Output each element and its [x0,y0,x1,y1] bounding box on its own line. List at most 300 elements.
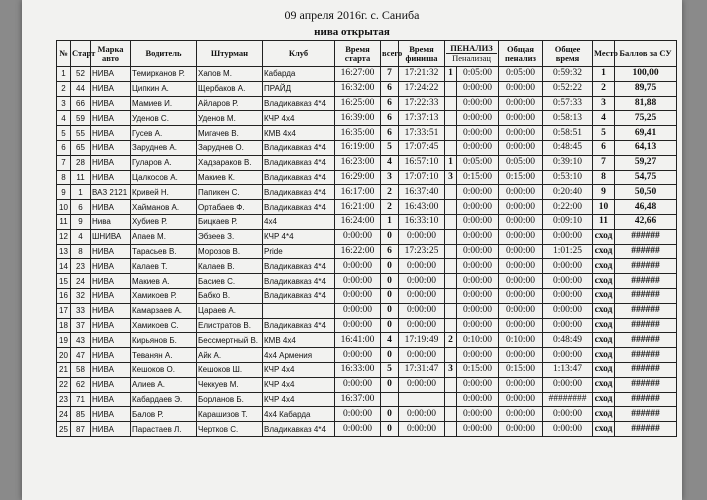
results-body [57,67,677,437]
cell-tot: 0:48:49 [543,333,593,348]
cell-tot: 0:48:45 [543,140,593,155]
cell-pts: ###### [615,392,677,407]
cell-tf: 17:23:25 [399,244,445,259]
cell-pts: 69,41 [615,126,677,141]
cell-tf: 0:00:00 [399,407,445,422]
results-table [56,40,677,437]
cell-ts: 16:21:00 [335,200,381,215]
cell-p2: 0:00:00 [457,244,499,259]
cell-car: НИВА [91,377,131,392]
cell-pl: 10 [593,200,615,215]
cell-pen: 0:00:00 [499,422,543,437]
cell-ts: 0:00:00 [335,288,381,303]
cell-ts: 0:00:00 [335,407,381,422]
cell-v: 0 [381,318,399,333]
cell-club: 4x4 Кабарда [263,407,335,422]
col-total-penalty: Общая пенализ [499,41,543,67]
cell-p2: 0:00:00 [457,140,499,155]
cell-p2: 0:00:00 [457,259,499,274]
cell-n: 14 [57,259,71,274]
col-car: Марка авто [91,41,131,67]
cell-v: 0 [381,422,399,437]
cell-tot: 1:13:47 [543,362,593,377]
cell-ts: 16:35:00 [335,126,381,141]
table-row [57,259,677,274]
cell-n: 24 [57,407,71,422]
cell-pts: ###### [615,259,677,274]
cell-p1 [445,229,457,244]
cell-ts: 16:32:00 [335,81,381,96]
cell-nav: Басиев С. [197,274,263,289]
cell-st: 44 [71,81,91,96]
col-driver: Водитель [131,41,197,67]
cell-ts: 0:00:00 [335,422,381,437]
cell-club: КЧР 4x4 [263,392,335,407]
cell-nav: Бицкаев Р. [197,214,263,229]
cell-drv: Хамикоев С. [131,318,197,333]
cell-pts: 81,88 [615,96,677,111]
cell-p1 [445,303,457,318]
cell-tf: 17:19:49 [399,333,445,348]
cell-tf: 0:00:00 [399,274,445,289]
cell-v: 6 [381,111,399,126]
cell-pen: 0:00:00 [499,81,543,96]
cell-pts: 50,50 [615,185,677,200]
cell-tf: 17:31:47 [399,362,445,377]
cell-pen: 0:00:00 [499,229,543,244]
cell-v: 0 [381,377,399,392]
cell-pts: ###### [615,362,677,377]
cell-nav: Заруднев О. [197,140,263,155]
cell-pen: 0:00:00 [499,274,543,289]
cell-tf: 0:00:00 [399,303,445,318]
col-points: Баллов за СУ [615,41,677,67]
cell-pl: сход [593,244,615,259]
class-title: нива открытая [314,26,390,38]
cell-club [263,303,335,318]
cell-club: 4x4 [263,214,335,229]
cell-v: 7 [381,67,399,82]
cell-p2: 0:10:00 [457,333,499,348]
table-row [57,274,677,289]
cell-tot: 0:20:40 [543,185,593,200]
table-row [57,96,677,111]
cell-pts: 59,27 [615,155,677,170]
cell-pl: сход [593,362,615,377]
cell-ts: 16:33:00 [335,362,381,377]
cell-car: НИВА [91,170,131,185]
cell-pts: ###### [615,407,677,422]
cell-club: Владикавказ 4*4 [263,288,335,303]
cell-p1: 1 [445,67,457,82]
cell-nav: Кешоков Ш. [197,362,263,377]
cell-pts: ###### [615,244,677,259]
cell-club: Владикавказ 4*4 [263,140,335,155]
cell-car: НИВА [91,96,131,111]
cell-pts: ###### [615,318,677,333]
cell-tot: 0:00:00 [543,377,593,392]
cell-v: 0 [381,288,399,303]
cell-pl: 8 [593,170,615,185]
cell-p2: 0:00:00 [457,81,499,96]
cell-v: 0 [381,259,399,274]
col-total-time: Общее время [543,41,593,67]
col-start-time: Время старта [335,41,381,67]
cell-v: 4 [381,333,399,348]
cell-pts: 64,13 [615,140,677,155]
cell-pen: 0:00:00 [499,126,543,141]
cell-ts: 16:19:00 [335,140,381,155]
cell-drv: Гусев А. [131,126,197,141]
cell-club: КЧР 4x4 [263,362,335,377]
cell-pen: 0:00:00 [499,96,543,111]
cell-club: КМВ 4x4 [263,126,335,141]
cell-drv: Хамикоев Р. [131,288,197,303]
cell-p2: 0:00:00 [457,96,499,111]
cell-st: 65 [71,140,91,155]
cell-tf: 17:07:45 [399,140,445,155]
cell-ts: 0:00:00 [335,259,381,274]
cell-car: Нива [91,214,131,229]
cell-p1 [445,288,457,303]
cell-p2: 0:00:00 [457,303,499,318]
cell-nav: Борланов Б. [197,392,263,407]
cell-nav: Бабко В. [197,288,263,303]
cell-drv: Хайманов А. [131,200,197,215]
cell-tot: 0:57:33 [543,96,593,111]
cell-drv: Апаев М. [131,229,197,244]
table-row [57,288,677,303]
cell-nav: Калаев В. [197,259,263,274]
cell-car: НИВА [91,244,131,259]
cell-st: 87 [71,422,91,437]
cell-v: 0 [381,229,399,244]
cell-tot: 0:53:10 [543,170,593,185]
cell-tot: 0:22:00 [543,200,593,215]
cell-club: ПРАЙД [263,81,335,96]
cell-ts: 16:22:00 [335,244,381,259]
cell-pen: 0:15:00 [499,170,543,185]
cell-ts: 16:17:00 [335,185,381,200]
cell-v: 6 [381,126,399,141]
cell-pts: ###### [615,377,677,392]
cell-tf: 16:43:00 [399,200,445,215]
col-finish-time: Время финиша [399,41,445,67]
cell-pen: 0:00:00 [499,140,543,155]
cell-pl: сход [593,377,615,392]
cell-drv: Гуларов А. [131,155,197,170]
cell-tot: 0:00:00 [543,229,593,244]
cell-nav: Макиев К. [197,170,263,185]
table-row [57,140,677,155]
table-row [57,111,677,126]
cell-tf: 16:57:10 [399,155,445,170]
cell-p1: 1 [445,155,457,170]
cell-ts: 16:37:00 [335,392,381,407]
cell-tf: 16:37:40 [399,185,445,200]
cell-tot: 0:58:13 [543,111,593,126]
cell-v [381,392,399,407]
cell-tf: 17:22:33 [399,96,445,111]
cell-club: Владикавказ 4*4 [263,96,335,111]
cell-st: 32 [71,288,91,303]
cell-nav: Чеккуев М. [197,377,263,392]
cell-drv: Камарзаев А. [131,303,197,318]
cell-st: 52 [71,67,91,82]
cell-pts: 42,66 [615,214,677,229]
cell-drv: Кешоков О. [131,362,197,377]
cell-n: 5 [57,126,71,141]
cell-tf: 0:00:00 [399,377,445,392]
cell-p1 [445,140,457,155]
cell-st: 43 [71,333,91,348]
cell-st: 24 [71,274,91,289]
cell-ts: 0:00:00 [335,318,381,333]
cell-st: 71 [71,392,91,407]
cell-st: 55 [71,126,91,141]
cell-pl: сход [593,259,615,274]
cell-tot: 0:00:00 [543,407,593,422]
cell-club: КЧР 4x4 [263,111,335,126]
cell-st: 4 [71,229,91,244]
cell-tot: ######## [543,392,593,407]
cell-n: 3 [57,96,71,111]
table-row [57,126,677,141]
cell-drv: Ципкин А. [131,81,197,96]
cell-club: КЧР 4*4 [263,229,335,244]
cell-n: 15 [57,274,71,289]
cell-pen: 0:00:00 [499,259,543,274]
cell-v: 0 [381,407,399,422]
cell-drv: Кабардаев Э. [131,392,197,407]
cell-p1 [445,185,457,200]
cell-n: 7 [57,155,71,170]
cell-pen: 0:00:00 [499,185,543,200]
cell-p1 [445,259,457,274]
cell-p1: 3 [445,362,457,377]
cell-nav: Елистратов В. [197,318,263,333]
cell-p2: 0:00:00 [457,348,499,363]
cell-club: Владикавказ 4*4 [263,318,335,333]
cell-nav: Папикен С. [197,185,263,200]
table-row [57,362,677,377]
cell-drv: Теванян А. [131,348,197,363]
col-number: № [57,41,71,67]
cell-ts: 0:00:00 [335,303,381,318]
cell-p1 [445,96,457,111]
col-total: всего [381,41,399,67]
cell-ts: 16:25:00 [335,96,381,111]
cell-car: НИВА [91,81,131,96]
table-row [57,392,677,407]
cell-st: 6 [71,200,91,215]
cell-ts: 0:00:00 [335,229,381,244]
cell-tf: 17:07:10 [399,170,445,185]
cell-car: НИВА [91,318,131,333]
cell-n: 17 [57,303,71,318]
cell-drv: Парастаев Л. [131,422,197,437]
cell-drv: Алиев А. [131,377,197,392]
cell-pts: ###### [615,333,677,348]
cell-tf: 0:00:00 [399,229,445,244]
cell-car: НИВА [91,155,131,170]
cell-pl: 6 [593,140,615,155]
cell-tf [399,392,445,407]
cell-tot: 0:39:10 [543,155,593,170]
cell-nav: Эбзеев З. [197,229,263,244]
cell-pen: 0:00:00 [499,318,543,333]
cell-club: Владикавказ 4*4 [263,170,335,185]
cell-pen: 0:00:00 [499,214,543,229]
cell-p2: 0:00:00 [457,126,499,141]
cell-p2: 0:00:00 [457,111,499,126]
cell-p2: 0:00:00 [457,318,499,333]
cell-pen: 0:00:00 [499,244,543,259]
cell-pen: 0:00:00 [499,377,543,392]
cell-pen: 0:05:00 [499,155,543,170]
cell-p2: 0:00:00 [457,185,499,200]
cell-drv: Тарасьев В. [131,244,197,259]
table-row [57,244,677,259]
cell-p1 [445,244,457,259]
cell-v: 1 [381,214,399,229]
cell-pts: ###### [615,303,677,318]
cell-pl: сход [593,333,615,348]
cell-nav: Хадзараков В. [197,155,263,170]
cell-ts: 0:00:00 [335,377,381,392]
cell-v: 6 [381,244,399,259]
cell-tf: 17:37:13 [399,111,445,126]
cell-tf: 17:21:32 [399,67,445,82]
cell-drv: Кривей Н. [131,185,197,200]
cell-pts: ###### [615,288,677,303]
cell-v: 2 [381,200,399,215]
cell-car: НИВА [91,126,131,141]
cell-ts: 16:41:00 [335,333,381,348]
table-row [57,67,677,82]
cell-pen: 0:00:00 [499,407,543,422]
cell-car: НИВА [91,422,131,437]
cell-pts: ###### [615,229,677,244]
cell-drv: Темирканов Р. [131,67,197,82]
cell-st: 47 [71,348,91,363]
cell-pl: 9 [593,185,615,200]
cell-p2: 0:15:00 [457,170,499,185]
cell-tf: 16:33:10 [399,214,445,229]
col-start: Старт [71,41,91,67]
cell-ts: 16:24:00 [335,214,381,229]
col-navigator: Штурман [197,41,263,67]
cell-n: 23 [57,392,71,407]
cell-drv: Уденов С. [131,111,197,126]
cell-nav: Мигачев В. [197,126,263,141]
col-place: Место [593,41,615,67]
cell-pen: 0:05:00 [499,67,543,82]
cell-tot: 0:59:32 [543,67,593,82]
cell-st: 9 [71,214,91,229]
cell-p1: 2 [445,333,457,348]
cell-p1 [445,422,457,437]
cell-ts: 0:00:00 [335,274,381,289]
cell-club: Владикавказ 4*4 [263,155,335,170]
cell-tot: 0:00:00 [543,288,593,303]
cell-car: НИВА [91,111,131,126]
cell-car: НИВА [91,407,131,422]
cell-tot: 0:52:22 [543,81,593,96]
cell-ts: 16:39:00 [335,111,381,126]
cell-ts: 16:27:00 [335,67,381,82]
cell-st: 8 [71,244,91,259]
cell-club: 4x4 Армения [263,348,335,363]
table-row [57,333,677,348]
cell-pts: 75,25 [615,111,677,126]
cell-p2: 0:05:00 [457,67,499,82]
cell-p1 [445,111,457,126]
cell-p1: 3 [445,170,457,185]
cell-car: НИВА [91,348,131,363]
cell-v: 6 [381,96,399,111]
cell-drv: Заруднев А. [131,140,197,155]
cell-car: НИВА [91,259,131,274]
cell-tot: 0:00:00 [543,348,593,363]
cell-n: 13 [57,244,71,259]
cell-p2: 0:00:00 [457,288,499,303]
table-row [57,214,677,229]
cell-club: Владикавказ 4*4 [263,274,335,289]
cell-drv: Мамиев И. [131,96,197,111]
cell-nav: Чертков С. [197,422,263,437]
table-row [57,155,677,170]
cell-p1 [445,407,457,422]
cell-v: 5 [381,140,399,155]
cell-nav: Хапов М. [197,67,263,82]
cell-p2: 0:00:00 [457,407,499,422]
cell-n: 25 [57,422,71,437]
cell-n: 21 [57,362,71,377]
cell-st: 37 [71,318,91,333]
table-row [57,81,677,96]
cell-car: НИВА [91,362,131,377]
col-penalty [445,41,499,67]
table-row [57,170,677,185]
table-row [57,377,677,392]
cell-p1 [445,318,457,333]
cell-drv: Цалкосов А. [131,170,197,185]
cell-pl: сход [593,422,615,437]
cell-pts: ###### [615,274,677,289]
cell-club: Владикавказ 4*4 [263,422,335,437]
cell-p1 [445,348,457,363]
cell-tot: 0:00:00 [543,318,593,333]
cell-pl: сход [593,348,615,363]
cell-p2: 0:00:00 [457,392,499,407]
cell-pts: 89,75 [615,81,677,96]
cell-st: 58 [71,362,91,377]
cell-club: КЧР 4x4 [263,377,335,392]
cell-pen: 0:00:00 [499,200,543,215]
cell-nav: Бессмертный В. [197,333,263,348]
cell-p1 [445,274,457,289]
cell-tf: 0:00:00 [399,318,445,333]
cell-pen: 0:00:00 [499,392,543,407]
cell-club: Владикавказ 4*4 [263,259,335,274]
cell-nav: Морозов В. [197,244,263,259]
cell-n: 22 [57,377,71,392]
cell-p1 [445,392,457,407]
cell-n: 4 [57,111,71,126]
cell-pl: 11 [593,214,615,229]
cell-st: 1 [71,185,91,200]
